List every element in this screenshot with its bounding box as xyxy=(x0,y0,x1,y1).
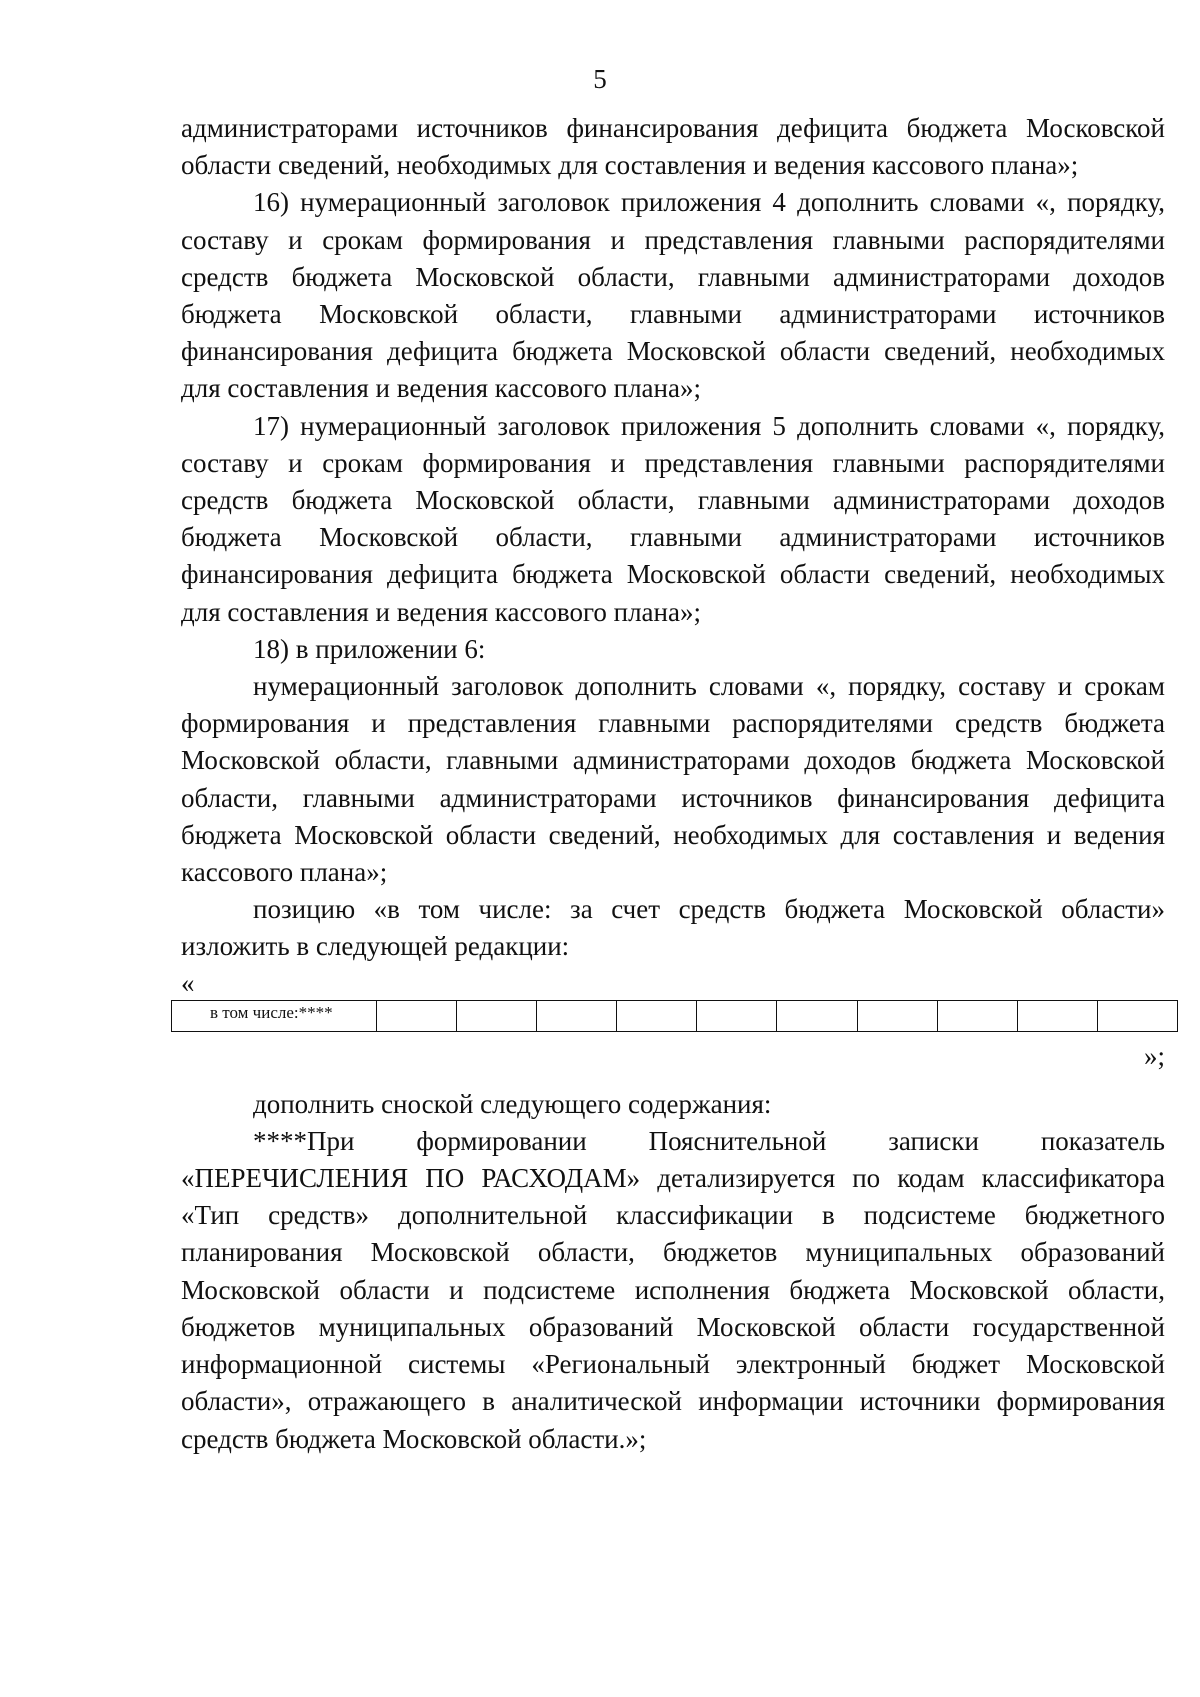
paragraph-heading-amendment: нумерационный заголовок дополнить словами «, порядку, составу и срокам формирования и представления главными распорядителями средств бюджета Московской области, главными администраторами доходов бюджета Московской области, главными администраторами источников финансирования дефицита бюджета Московской области сведений, необходимых для составления и ведения кассового плана»; xyxy=(181,671,1165,888)
paragraph-position-amendment: позицию «в том числе: за счет средств бюджета Московской области» изложить в следующей редакции: xyxy=(181,894,1165,962)
paragraph-continuation: администраторами источников финансирования дефицита бюджета Московской области сведений, необходимых для составления и ведения кассового плана»; xyxy=(181,113,1165,181)
table-empty-cell xyxy=(617,1000,697,1031)
page-number: 5 xyxy=(593,64,607,94)
table-empty-cell xyxy=(937,1000,1017,1031)
paragraph-footnote-intro: дополнить сноской следующего содержания: xyxy=(253,1088,772,1119)
table-row xyxy=(172,1000,1178,1031)
table-label-cell: в том числе:**** xyxy=(172,1000,377,1031)
table-empty-cell xyxy=(1017,1000,1097,1031)
table-empty-cell xyxy=(697,1000,777,1031)
paragraph-item-18: 18) в приложении 6: xyxy=(253,633,486,664)
table-empty-cell xyxy=(857,1000,937,1031)
table-close-quote: »; xyxy=(1143,1040,1165,1071)
table-empty-cell xyxy=(1097,1000,1177,1031)
paragraph-item-16: 16) нумерационный заголовок приложения 4 дополнить словами «, порядку, составу и срокам формирования и представления главными распорядителями средств бюджета Московской области, главными администраторами доходов бюджета Московской области, главными администраторами источников финансирования дефицита бюджета Московской области сведений, необходимых для составления и ведения кассового плана»; xyxy=(181,187,1165,404)
table-empty-cell xyxy=(457,1000,537,1031)
table-open-quote: « xyxy=(181,967,195,998)
table-empty-cell xyxy=(537,1000,617,1031)
paragraph-item-17: 17) нумерационный заголовок приложения 5 дополнить словами «, порядку, составу и срокам формирования и представления главными распорядителями средств бюджета Московской области, главными администраторами доходов бюджета Московской области, главными администраторами источников финансирования дефицита бюджета Московской области сведений, необходимых для составления и ведения кассового плана»; xyxy=(181,410,1165,627)
paragraph-footnote-text: ****При формировании Пояснительной записки показатель «ПЕРЕЧИСЛЕНИЯ ПО РАСХОДАМ» детализируется по кодам классификатора «Тип средств» дополнительной классификации в подсистеме бюджетного планирования Московской области, бюджетов муниципальных образований Московской области и подсистеме исполнения бюджета Московской области, бюджетов муниципальных образований Московской области государственной информационной системы «Региональный электронный бюджет Московской области», отражающего в аналитической информации источники формирования средств бюджета Московской области.»; xyxy=(181,1125,1165,1454)
table-empty-cell xyxy=(777,1000,857,1031)
inserted-table xyxy=(171,1000,1178,1032)
table-empty-cell xyxy=(377,1000,457,1031)
document-body xyxy=(181,110,1165,1458)
